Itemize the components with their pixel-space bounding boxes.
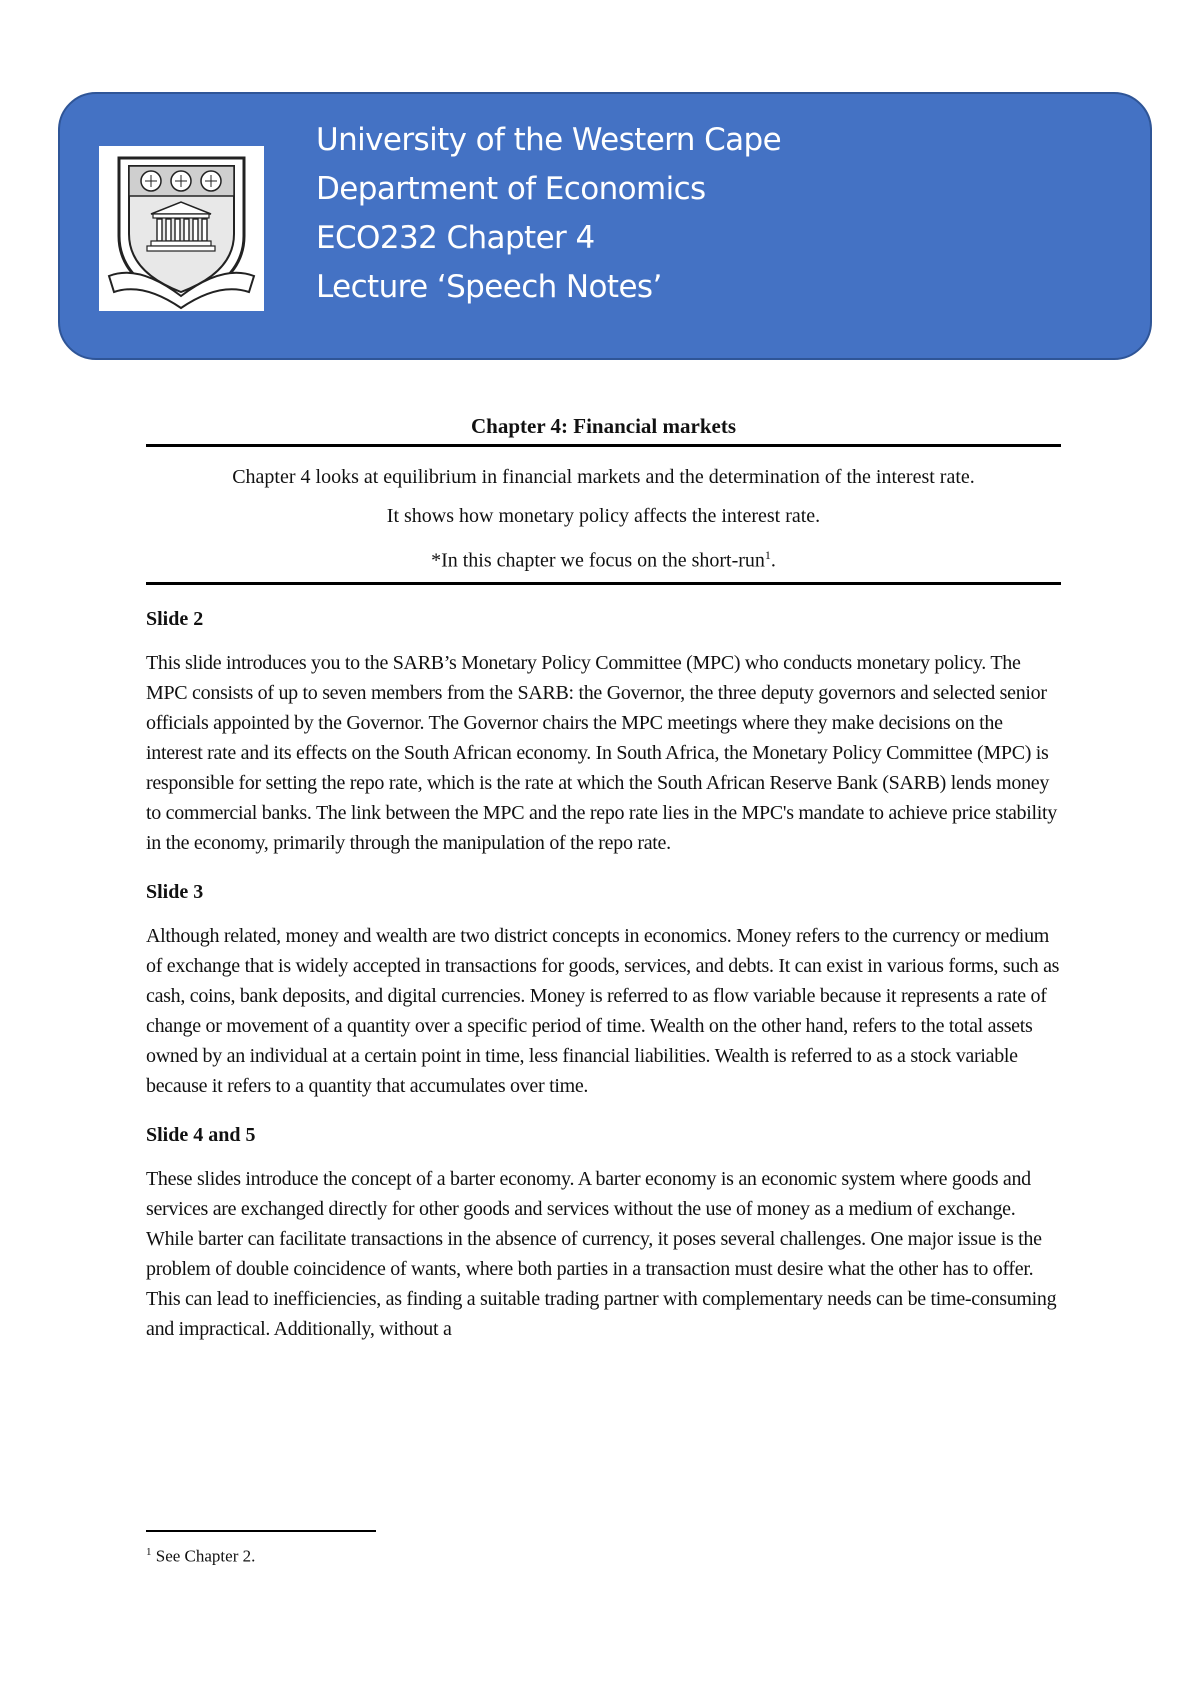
section-paragraph: These slides introduce the concept of a barter economy. A barter economy is an economic system where goods and services are exchanged directly for other goods and services without the use of money as a medium of exchange. While barter can facilitate transactions in the absence of currency, it poses several challenges. One major issue is the problem of double coincidence of wants, where both parties in a transaction must desire what the other has to offer. This can lead to inefficiencies, as finding a suitable trading partner with complementary needs can be time-consuming and impractical. Additionally, without a [146, 1167, 1057, 1340]
university-crest [99, 146, 264, 311]
intro-line: It shows how monetary policy affects the interest rate. [386, 505, 821, 527]
divider [146, 444, 1061, 447]
intro-line [146, 543, 1061, 574]
footnote-reference[interactable]: 1 [764, 548, 771, 562]
intro-text: *In this chapter we focus on the short-run [431, 549, 765, 572]
banner-title [316, 116, 781, 312]
course-chapter: ECO232 Chapter 4 [316, 220, 595, 256]
footnote-text: See Chapter 2. [151, 1546, 256, 1566]
footnote-marker: 1 [146, 1546, 152, 1558]
section-heading: Slide 3 [146, 880, 204, 903]
document-body [146, 408, 1061, 1344]
section-paragraph: Although related, money and wealth are two district concepts in economics. Money refers to the currency or medium of exchange that is widely accepted in transactions for goods, services, and debts. It can exist in various forms, such as cash, coins, bank deposits, and digital currencies. Money is referred to as flow variable because it represents a rate of change or movement of a quantity over a specific period of time. Wealth on the other hand, refers to the total assets owned by an individual at a certain point in time, less financial liabilities. Wealth is referred to as a stock variable because it refers to a quantity that accumulates over time. [146, 924, 1060, 1097]
footnote [146, 1541, 255, 1568]
intro-end: . [770, 549, 776, 572]
chapter-intro [146, 465, 1061, 574]
chapter-title: Chapter 4: Financial markets [470, 414, 736, 438]
intro-line: Chapter 4 looks at equilibrium in financial markets and the determination of the interest rate. [232, 466, 975, 488]
section-heading: Slide 2 [146, 607, 204, 630]
university-name: University of the Western Cape [316, 122, 782, 158]
section-paragraph: This slide introduces you to the SARB’s Monetary Policy Committee (MPC) who conducts monetary policy. The MPC consists of up to seven members from the SARB: the Governor, the three deputy governors and selected senior officials appointed by the Governor. The Governor chairs the MPC meetings where they make decisions on the interest rate and its effects on the South African economy. In South Africa, the Monetary Policy Committee (MPC) is responsible for setting the repo rate, which is the rate at which the South African Reserve Bank (SARB) lends money to commercial banks. The link between the MPC and the repo rate lies in the MPC's mandate to achieve price stability in the economy, primarily through the manipulation of the repo rate. [146, 651, 1057, 854]
section-heading: Slide 4 and 5 [146, 1123, 256, 1146]
document-type: Lecture ‘Speech Notes’ [316, 269, 662, 305]
crest-icon [99, 146, 264, 311]
department-name: Department of Economics [316, 171, 706, 207]
divider [146, 582, 1061, 585]
footnote-separator [146, 1530, 376, 1532]
